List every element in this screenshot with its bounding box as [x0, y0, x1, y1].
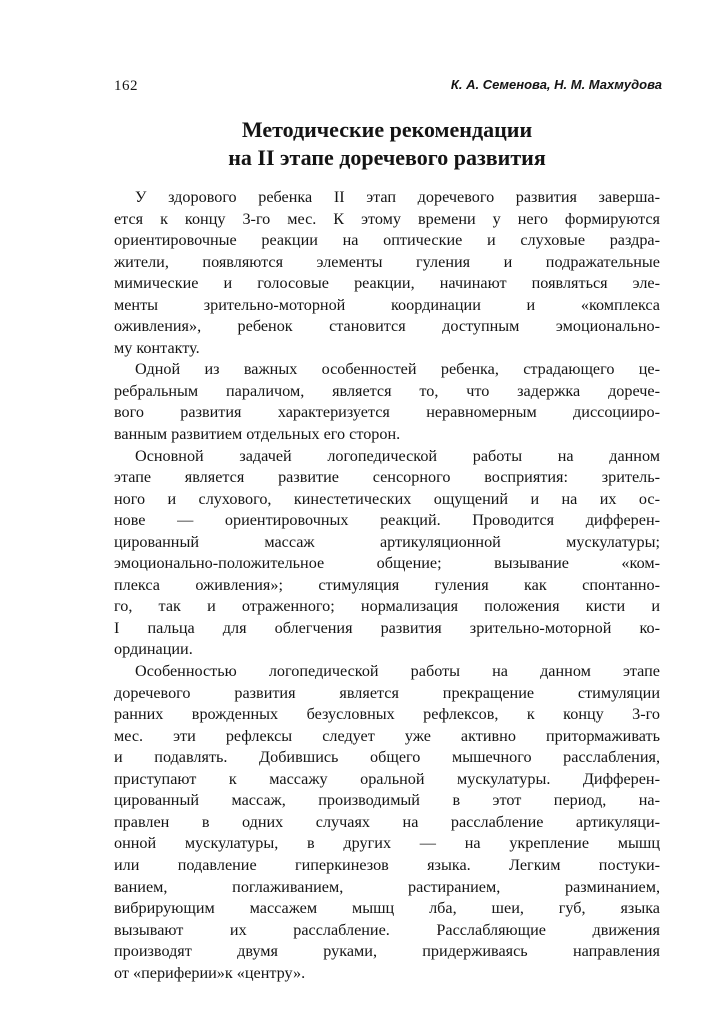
text-line: вого развития характеризуется неравномерным диссоцииро-: [114, 403, 660, 422]
text-line: Основной задачей логопедической работы на данном: [135, 446, 660, 465]
text-line: ется к концу 3-го мес. К этому времени у него формируются: [114, 209, 660, 228]
text-line: производят двумя руками, придерживаясь направления: [114, 942, 660, 961]
text-line: ребральным параличом, является то, что задержка дорече-: [114, 381, 660, 400]
text-line: ванным развитием отдельных его сторон.: [114, 425, 401, 444]
text-line: цированный массаж артикуляционной мускулатуры;: [114, 532, 660, 551]
text-line: или подавление гиперкинезов языка. Легким постуки-: [114, 855, 660, 874]
text-line: ординации.: [114, 640, 193, 659]
text-line: онной мускулатуры, в других — на укрепление мышц: [114, 834, 660, 853]
text-line: мимические и голосовые реакции, начинают появляться эле-: [114, 274, 660, 293]
text-line: от «периферии»к «центру».: [114, 963, 306, 982]
text-line: ранних врожденных безусловных рефлексов, к концу 3-го: [114, 705, 660, 724]
text-line: ориентировочные реакции на оптические и слуховые раздра-: [114, 231, 660, 250]
text-line: ванием, поглаживанием, растиранием, разминанием,: [114, 877, 660, 896]
text-line: оживления», ребенок становится доступным эмоционально-: [114, 317, 660, 336]
text-line: му контакту.: [114, 338, 200, 357]
text-line: и подавлять. Добившись общего мышечного расслабления,: [114, 748, 660, 767]
text-line: правлен в одних случаях на расслабление артикуляци-: [114, 812, 660, 831]
text-line: эмоционально-положительное общение; вызывание «ком-: [114, 554, 660, 573]
text-line: менты зрительно-моторной координации и «комплекса: [114, 295, 660, 314]
section-title-line: Методические рекомендации: [241, 117, 533, 142]
text-line: жители, появляются элементы гуления и подражательные: [114, 252, 660, 271]
text-line: мес. эти рефлексы следует уже активно притормаживать: [114, 726, 660, 745]
text-line: У здорового ребенка II этап доречевого развития заверша-: [135, 188, 660, 206]
text-line: вызывают их расслабление. Расслабляющие движения: [114, 920, 660, 939]
text-line: ного и слухового, кинестетических ощущений и на их ос-: [114, 489, 660, 508]
text-line: Особенностью логопедической работы на данном этапе: [135, 662, 660, 681]
text-line: Одной из важных особенностей ребенка, страдающего це-: [135, 360, 660, 379]
running-head-authors: К. А. Семенова, Н. М. Махмудова: [450, 77, 662, 92]
section-title: [114, 116, 660, 172]
text-line: плекса оживления»; стимуляция гуления как спонтанно-: [114, 575, 660, 594]
text-line: нове — ориентировочных реакций. Проводится дифферен-: [114, 511, 660, 530]
body-text: [114, 187, 660, 984]
text-line: приступают к массажу оральной мускулатуры. Дифферен-: [114, 769, 660, 788]
text-line: цированный массаж, производимый в этот период, на-: [114, 791, 660, 810]
text-line: этапе является развитие сенсорного восприятия: зритель-: [114, 468, 660, 487]
text-line: вибрирующим массажем мышц лба, шеи, губ, языка: [114, 899, 660, 918]
text-line: го, так и отраженного; нормализация положения кисти и: [114, 597, 660, 616]
section-title-line: на II этапе доречевого развития: [228, 145, 546, 170]
page-number: 162: [114, 78, 138, 94]
text-line: доречевого развития является прекращение стимуляции: [114, 683, 660, 702]
text-line: I пальца для облегчения развития зрительно-моторной ко-: [114, 618, 660, 637]
